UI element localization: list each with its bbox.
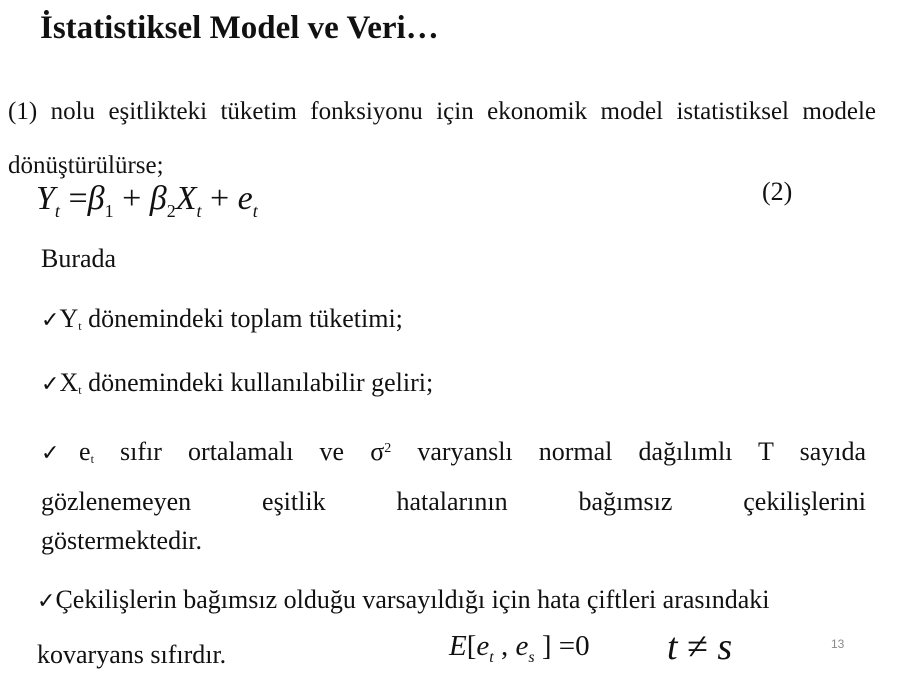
checkmark-icon: ✓ (41, 441, 80, 466)
list-item-yt: $✓Y_t$ dönemindeki toplam tüketimi; (41, 304, 403, 333)
checkmark-icon: ✓ (41, 308, 60, 333)
list-item-et-line1: $✓e_t$ sıfır ortalamalı ve $\sigma^2$ varyanslı normal dağılımlı T sayıda (41, 437, 866, 466)
equation-number: (2) (762, 177, 793, 206)
page-number: 13 (831, 637, 845, 651)
list-item-et (41, 430, 866, 556)
consumption-equation: $Y_t =\beta_1 + \beta_2X_t + e_t$ (36, 180, 258, 221)
checkmark-icon: ✓ (41, 372, 60, 397)
slide-title: İstatistiksel Model ve Veri… (40, 10, 439, 46)
list-item-xt: $✓X_t$ dönemindeki kullanılabilir geliri; (41, 368, 434, 397)
covariance-text-line2: kovaryans sıfırdır. (37, 640, 227, 669)
list-item-et-line2: gözlenemeyen eşitlik hatalarının bağımsız çekilişlerini (41, 487, 866, 516)
burada-label: Burada (41, 244, 117, 273)
checkmark-icon: ✓ (37, 589, 56, 614)
list-item-covariance: ✓Çekilişlerin bağımsız olduğu varsayıldığı için hata çiftleri arasındaki (37, 585, 770, 614)
covariance-equation: $E[e_t$ , $e_s$ ] =0 (449, 630, 590, 666)
intro-paragraph: (1) nolu eşitlikteki tüketim fonksiyonu için ekonomik model istatistiksel modele dönüştürülürse; (8, 98, 876, 179)
inequality-equation: t ≠ s (667, 626, 733, 668)
list-item-et-line3: göstermektedir. (41, 526, 203, 555)
